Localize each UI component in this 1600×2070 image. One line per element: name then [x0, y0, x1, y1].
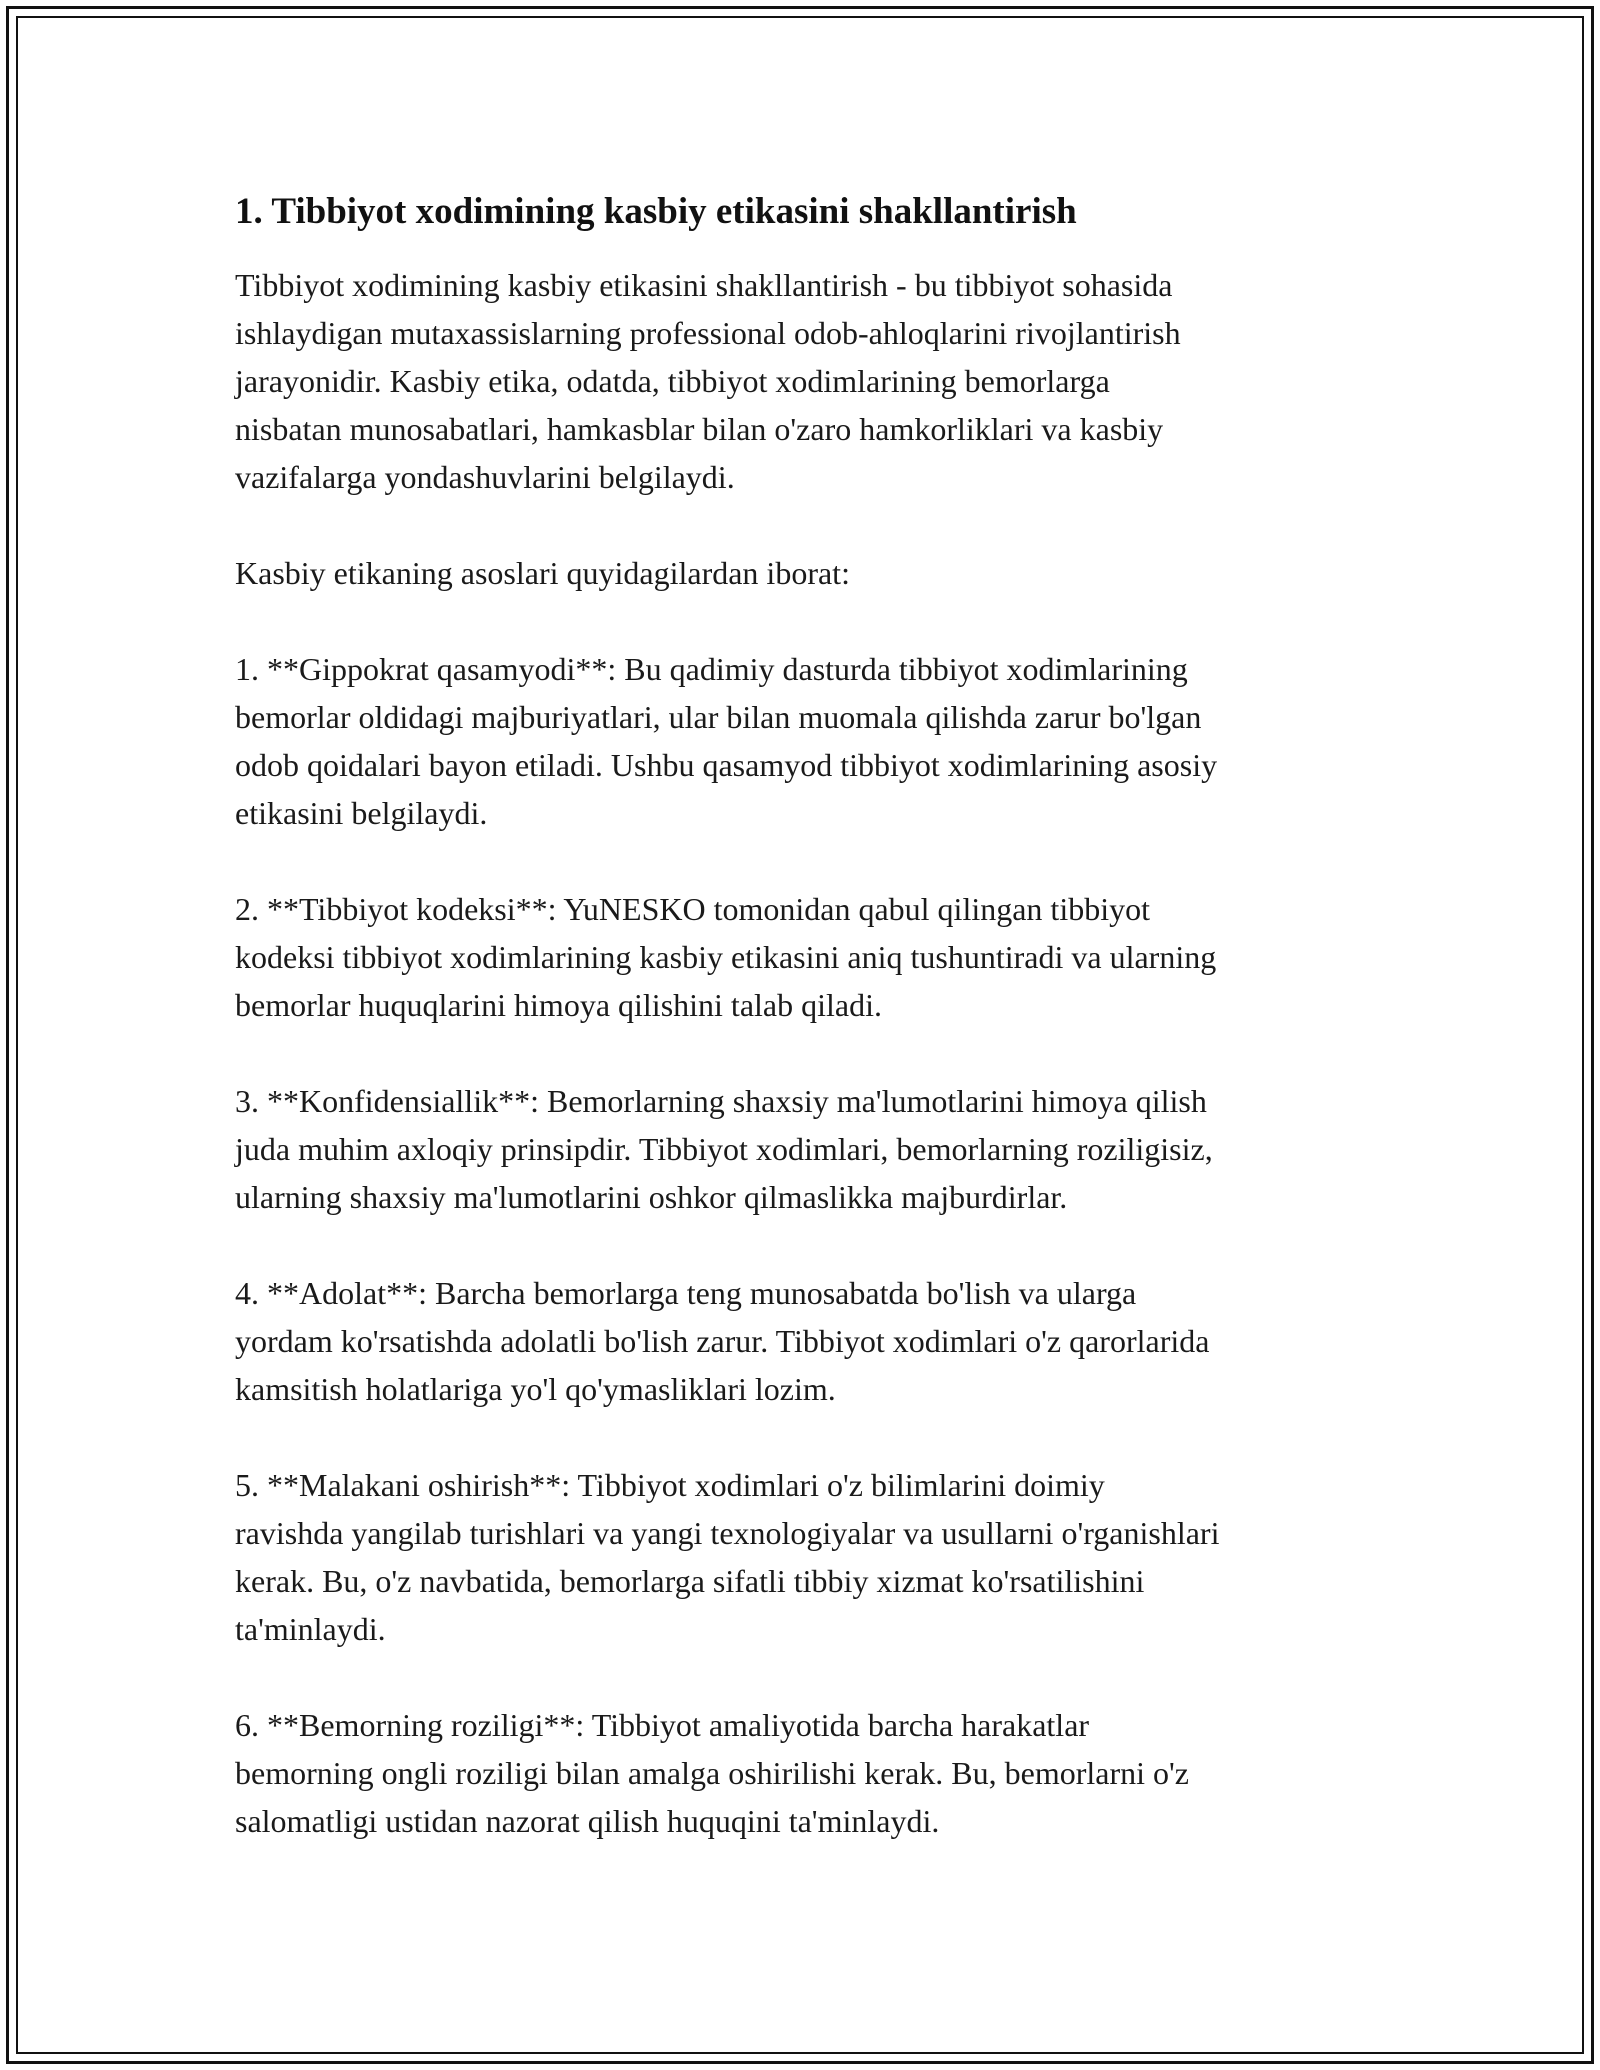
- list-item-1: 1. **Gippokrat qasamyodi**: Bu qadimiy dasturda tibbiyot xodimlarining bemorlar oldidagi majburiyatlari, ular bilan muomala qilishda zarur bo'lgan odob qoidalari bayon etiladi. Ushbu qasamyod tibbiyot xodimlarining asosiy etikasini belgilaydi.: [235, 651, 1218, 831]
- list-item-3: 3. **Konfidensiallik**: Bemorlarning shaxsiy ma'lumotlarini himoya qilish juda muhim axloqiy prinsipdir. Tibbiyot xodimlari, bemorlarning roziligisiz, ularning shaxsiy ma'lumotlarini oshkor qilmaslikka majburdirlar.: [235, 1083, 1213, 1215]
- list-item-5: 5. **Malakani oshirish**: Tibbiyot xodimlari o'z bilimlarini doimiy ravishda yangilab turishlari va yangi texnologiyalar va usullarni o'rganishlari kerak. Bu, o'z navbatida, bemorlarga sifatli tibbiy xizmat ko'rsatilishini ta'minlaydi.: [235, 1467, 1220, 1647]
- lead-paragraph: Kasbiy etikaning asoslari quyidagilardan iborat:: [235, 555, 850, 591]
- intro-paragraph: Tibbiyot xodimining kasbiy etikasini shakllantirish - bu tibbiyot sohasida ishlaydigan mutaxassislarning professional odob-ahloqlarini rivojlantirish jarayonidir. Kasbiy etika, odatda, tibbiyot xodimlarining bemorlarga nisbatan munosabatlari, hamkasblar bilan o'zaro hamkorliklari va kasbiy vazifalarga yondashuvlarini belgilaydi.: [235, 267, 1181, 495]
- document-title: 1. Tibbiyot xodimining kasbiy etikasini shakllantirish: [235, 191, 1077, 232]
- list-item-2: 2. **Tibbiyot kodeksi**: YuNESKO tomonidan qabul qilingan tibbiyot kodeksi tibbiyot xodimlarining kasbiy etikasini aniq tushuntiradi va ularning bemorlar huquqlarini himoya qilishini talab qiladi.: [235, 891, 1217, 1023]
- document-body: [235, 186, 1385, 1893]
- list-item-4: 4. **Adolat**: Barcha bemorlarga teng munosabatda bo'lish va ularga yordam ko'rsatishda adolatli bo'lish zarur. Tibbiyot xodimlari o'z qarorlarida kamsitish holatlariga yo'l qo'ymasliklari lozim.: [235, 1275, 1210, 1407]
- list-item-6: 6. **Bemorning roziligi**: Tibbiyot amaliyotida barcha harakatlar bemorning ongli roziligi bilan amalga oshirilishi kerak. Bu, bemorlarni o'z salomatligi ustidan nazorat qilish huquqini ta'minlaydi.: [235, 1707, 1189, 1839]
